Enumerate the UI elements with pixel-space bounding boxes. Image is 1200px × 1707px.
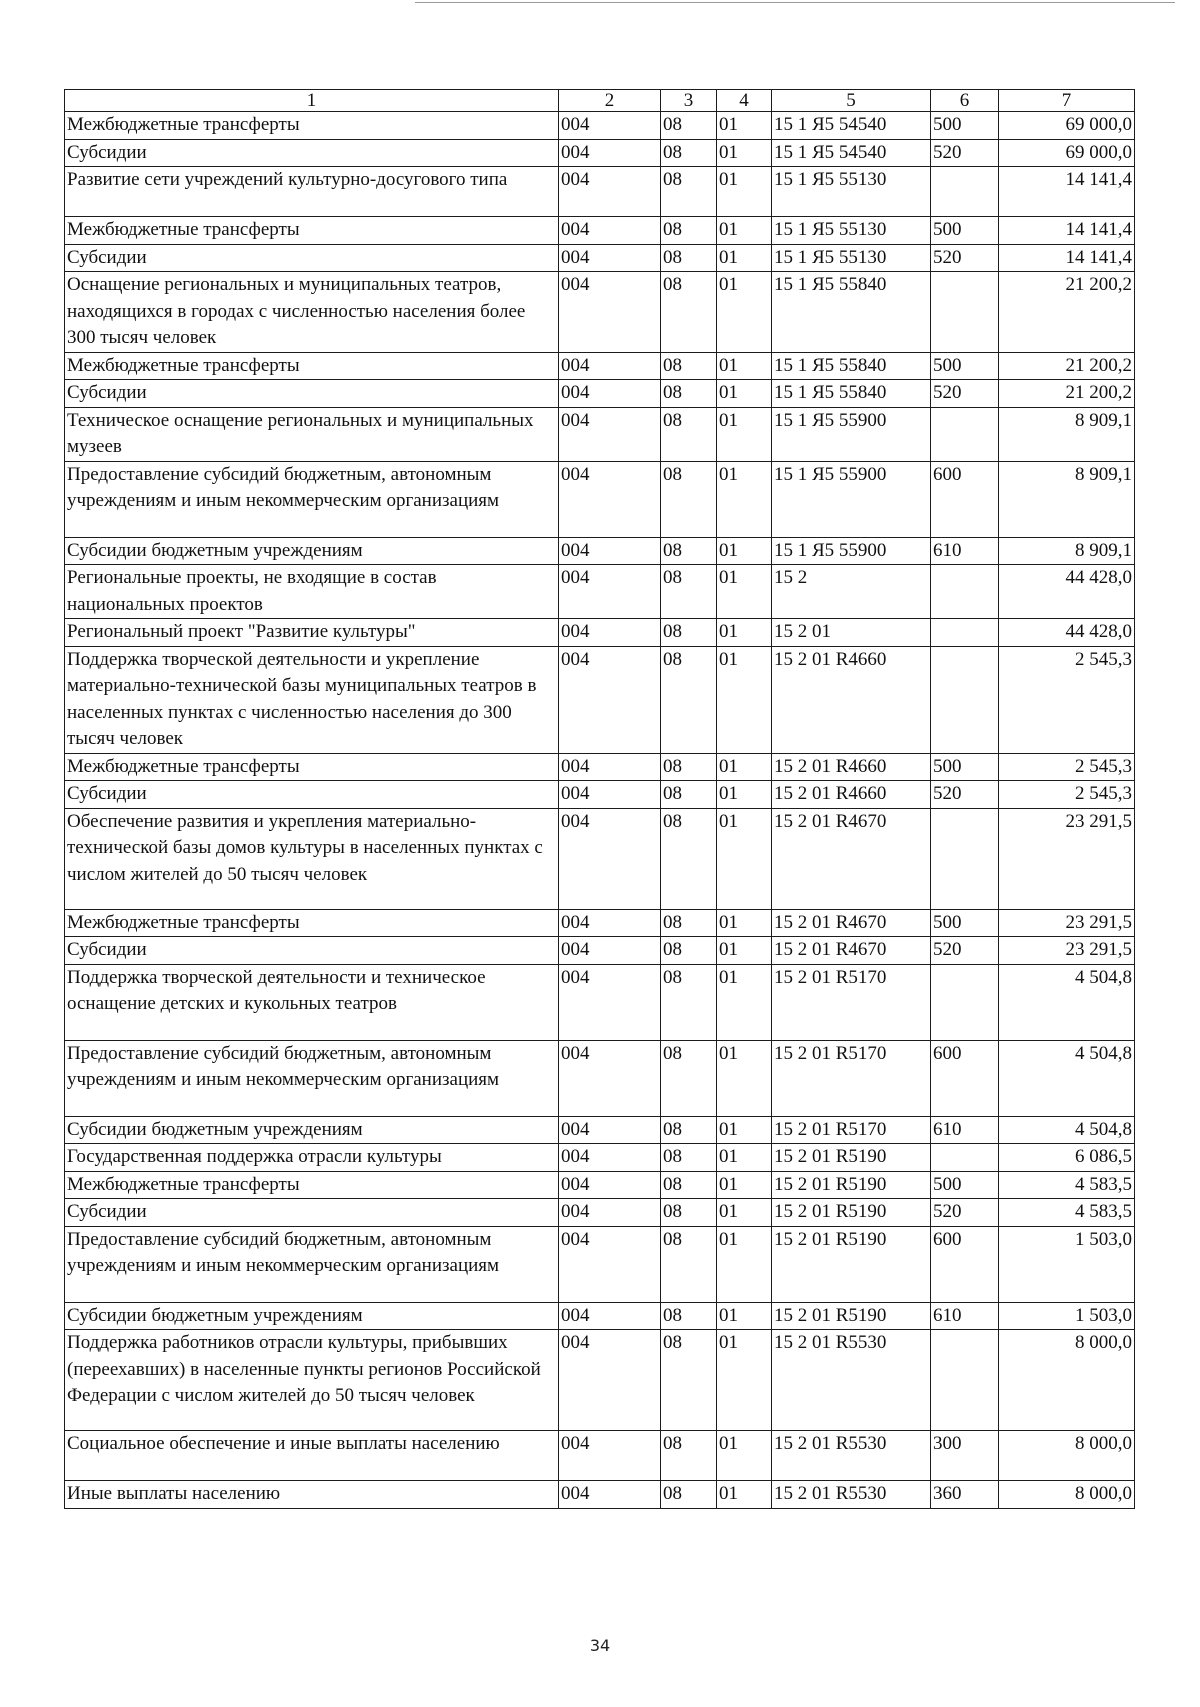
table-row [65,753,1135,781]
table-row [65,1144,1135,1172]
header-cell-7: 7 [999,90,1135,112]
cell-subsection: 01 [717,1431,772,1481]
cell-type [931,407,999,461]
cell-section: 08 [661,1144,717,1172]
cell-target: 15 2 01 R5170 [772,964,931,1040]
cell-section: 08 [661,909,717,937]
cell-code: 004 [559,1330,661,1431]
cell-target: 15 2 01 R4670 [772,937,931,965]
cell-amount: 44 428,0 [999,565,1135,619]
cell-type: 520 [931,937,999,965]
cell-subsection: 01 [717,112,772,140]
page-number: 34 [589,1636,611,1655]
cell-section: 08 [661,112,717,140]
cell-section: 08 [661,244,717,272]
table-row [65,217,1135,245]
cell-target: 15 2 01 R4670 [772,909,931,937]
cell-type: 300 [931,1431,999,1481]
cell-amount: 14 141,4 [999,244,1135,272]
table-row [65,781,1135,809]
cell-code: 004 [559,808,661,909]
cell-code: 004 [559,167,661,217]
cell-name: Региональный проект "Развитие культуры" [65,619,559,647]
header-cell-1: 1 [65,90,559,112]
table-row [65,112,1135,140]
header-cell-5: 5 [772,90,931,112]
cell-target: 15 1 Я5 55130 [772,217,931,245]
table-row [65,167,1135,217]
cell-type: 500 [931,753,999,781]
table-row [65,1116,1135,1144]
cell-name: Межбюджетные трансферты [65,352,559,380]
budget-table [64,89,1135,1509]
cell-section: 08 [661,964,717,1040]
cell-code: 004 [559,1226,661,1302]
cell-type: 600 [931,1040,999,1116]
cell-section: 08 [661,407,717,461]
cell-amount: 4 504,8 [999,1040,1135,1116]
cell-target: 15 1 Я5 55130 [772,167,931,217]
cell-type [931,646,999,753]
cell-amount: 1 503,0 [999,1226,1135,1302]
cell-name: Поддержка творческой деятельности и техническое оснащение детских и кукольных театров [65,964,559,1040]
cell-subsection: 01 [717,537,772,565]
cell-type: 520 [931,1199,999,1227]
cell-amount: 2 545,3 [999,753,1135,781]
cell-subsection: 01 [717,565,772,619]
cell-amount: 21 200,2 [999,380,1135,408]
cell-name: Межбюджетные трансферты [65,753,559,781]
table-row [65,139,1135,167]
cell-type: 520 [931,781,999,809]
table-row [65,1040,1135,1116]
cell-subsection: 01 [717,380,772,408]
cell-type [931,565,999,619]
cell-section: 08 [661,352,717,380]
cell-subsection: 01 [717,167,772,217]
cell-code: 004 [559,461,661,537]
cell-amount: 23 291,5 [999,909,1135,937]
cell-code: 004 [559,1144,661,1172]
cell-code: 004 [559,619,661,647]
cell-target: 15 2 01 R5530 [772,1431,931,1481]
cell-name: Межбюджетные трансферты [65,217,559,245]
cell-code: 004 [559,937,661,965]
cell-code: 004 [559,753,661,781]
cell-subsection: 01 [717,1226,772,1302]
cell-target: 15 2 01 R5190 [772,1171,931,1199]
cell-name: Социальное обеспечение и иные выплаты населению [65,1431,559,1481]
cell-amount: 8 909,1 [999,537,1135,565]
cell-name: Государственная поддержка отрасли культуры [65,1144,559,1172]
cell-subsection: 01 [717,1481,772,1509]
cell-section: 08 [661,1330,717,1431]
cell-code: 004 [559,781,661,809]
cell-section: 08 [661,1302,717,1330]
cell-type [931,1144,999,1172]
table-row [65,461,1135,537]
cell-subsection: 01 [717,272,772,353]
cell-subsection: 01 [717,781,772,809]
cell-section: 08 [661,781,717,809]
header-cell-2: 2 [559,90,661,112]
cell-type: 610 [931,537,999,565]
cell-subsection: 01 [717,352,772,380]
cell-name: Региональные проекты, не входящие в состав национальных проектов [65,565,559,619]
cell-section: 08 [661,380,717,408]
table-row [65,380,1135,408]
cell-name: Субсидии бюджетным учреждениям [65,1116,559,1144]
cell-target: 15 2 01 R4660 [772,646,931,753]
top-rule [415,2,1175,3]
table-row [65,1302,1135,1330]
cell-amount: 69 000,0 [999,139,1135,167]
cell-target: 15 1 Я5 55840 [772,380,931,408]
table-row [65,1199,1135,1227]
cell-name: Субсидии [65,380,559,408]
cell-amount: 44 428,0 [999,619,1135,647]
cell-subsection: 01 [717,1199,772,1227]
cell-type [931,964,999,1040]
cell-subsection: 01 [717,1144,772,1172]
cell-section: 08 [661,1226,717,1302]
cell-amount: 8 000,0 [999,1330,1135,1431]
cell-subsection: 01 [717,646,772,753]
table-row [65,244,1135,272]
cell-name: Развитие сети учреждений культурно-досугового типа [65,167,559,217]
table-row [65,808,1135,909]
cell-amount: 14 141,4 [999,167,1135,217]
cell-subsection: 01 [717,217,772,245]
table-row [65,964,1135,1040]
table-row [65,1171,1135,1199]
cell-section: 08 [661,937,717,965]
cell-subsection: 01 [717,1040,772,1116]
cell-target: 15 2 01 R4660 [772,781,931,809]
cell-subsection: 01 [717,407,772,461]
cell-section: 08 [661,167,717,217]
cell-amount: 69 000,0 [999,112,1135,140]
cell-code: 004 [559,407,661,461]
table-row [65,1330,1135,1431]
table-header-row [65,90,1135,112]
cell-amount: 8 000,0 [999,1481,1135,1509]
cell-code: 004 [559,139,661,167]
cell-type [931,1330,999,1431]
cell-code: 004 [559,1199,661,1227]
cell-amount: 2 545,3 [999,646,1135,753]
cell-amount: 4 504,8 [999,1116,1135,1144]
cell-section: 08 [661,217,717,245]
table-row [65,1481,1135,1509]
cell-code: 004 [559,909,661,937]
cell-type: 500 [931,352,999,380]
cell-name: Межбюджетные трансферты [65,1171,559,1199]
cell-section: 08 [661,753,717,781]
cell-section: 08 [661,1116,717,1144]
cell-name: Субсидии бюджетным учреждениям [65,1302,559,1330]
cell-type [931,619,999,647]
cell-name: Субсидии бюджетным учреждениям [65,537,559,565]
cell-amount: 21 200,2 [999,352,1135,380]
header-cell-3: 3 [661,90,717,112]
cell-code: 004 [559,272,661,353]
cell-target: 15 1 Я5 55840 [772,272,931,353]
cell-target: 15 1 Я5 55900 [772,461,931,537]
cell-name: Обеспечение развития и укрепления материально-технической базы домов культуры в населенных пунктах с числом жителей до 50 тысяч человек [65,808,559,909]
cell-subsection: 01 [717,461,772,537]
table-row [65,909,1135,937]
cell-type: 520 [931,139,999,167]
cell-subsection: 01 [717,1171,772,1199]
cell-name: Предоставление субсидий бюджетным, автономным учреждениям и иным некоммерческим организациям [65,1226,559,1302]
cell-section: 08 [661,1171,717,1199]
cell-type [931,167,999,217]
cell-name: Межбюджетные трансферты [65,909,559,937]
cell-target: 15 2 [772,565,931,619]
cell-target: 15 2 01 R4670 [772,808,931,909]
cell-subsection: 01 [717,139,772,167]
table-row [65,1226,1135,1302]
cell-target: 15 2 01 R5190 [772,1226,931,1302]
cell-target: 15 2 01 [772,619,931,647]
table-row [65,619,1135,647]
table-row [65,565,1135,619]
cell-target: 15 2 01 R5170 [772,1040,931,1116]
cell-section: 08 [661,808,717,909]
cell-amount: 2 545,3 [999,781,1135,809]
cell-amount: 4 583,5 [999,1199,1135,1227]
cell-section: 08 [661,1199,717,1227]
cell-subsection: 01 [717,909,772,937]
cell-name: Межбюджетные трансферты [65,112,559,140]
cell-code: 004 [559,352,661,380]
cell-code: 004 [559,565,661,619]
cell-subsection: 01 [717,964,772,1040]
cell-target: 15 1 Я5 55900 [772,537,931,565]
cell-name: Поддержка работников отрасли культуры, прибывших (переехавших) в населенные пункты регионов Российской Федерации с числом жителей до 50 тысяч человек [65,1330,559,1431]
table-row [65,272,1135,353]
cell-code: 004 [559,1171,661,1199]
cell-subsection: 01 [717,1330,772,1431]
cell-section: 08 [661,1481,717,1509]
cell-code: 004 [559,1481,661,1509]
cell-section: 08 [661,1040,717,1116]
cell-section: 08 [661,619,717,647]
cell-amount: 21 200,2 [999,272,1135,353]
cell-section: 08 [661,646,717,753]
cell-subsection: 01 [717,244,772,272]
table-row [65,537,1135,565]
cell-type: 600 [931,461,999,537]
cell-code: 004 [559,537,661,565]
cell-section: 08 [661,139,717,167]
table-row [65,646,1135,753]
cell-target: 15 2 01 R5170 [772,1116,931,1144]
cell-type: 610 [931,1302,999,1330]
cell-subsection: 01 [717,808,772,909]
cell-type [931,272,999,353]
cell-section: 08 [661,272,717,353]
cell-target: 15 1 Я5 54540 [772,139,931,167]
cell-code: 004 [559,217,661,245]
cell-name: Субсидии [65,1199,559,1227]
cell-section: 08 [661,537,717,565]
cell-amount: 23 291,5 [999,937,1135,965]
cell-target: 15 2 01 R5190 [772,1144,931,1172]
cell-target: 15 2 01 R4660 [772,753,931,781]
cell-name: Предоставление субсидий бюджетным, автономным учреждениям и иным некоммерческим организациям [65,1040,559,1116]
cell-section: 08 [661,461,717,537]
cell-type: 500 [931,112,999,140]
cell-target: 15 2 01 R5530 [772,1330,931,1431]
cell-name: Предоставление субсидий бюджетным, автономным учреждениям и иным некоммерческим организациям [65,461,559,537]
cell-amount: 23 291,5 [999,808,1135,909]
cell-type [931,808,999,909]
cell-target: 15 1 Я5 54540 [772,112,931,140]
cell-section: 08 [661,565,717,619]
cell-amount: 8 000,0 [999,1431,1135,1481]
cell-section: 08 [661,1431,717,1481]
cell-target: 15 1 Я5 55840 [772,352,931,380]
cell-target: 15 1 Я5 55130 [772,244,931,272]
cell-name: Техническое оснащение региональных и муниципальных музеев [65,407,559,461]
cell-type: 520 [931,380,999,408]
cell-name: Оснащение региональных и муниципальных театров, находящихся в городах с численностью населения более 300 тысяч человек [65,272,559,353]
cell-target: 15 2 01 R5530 [772,1481,931,1509]
cell-amount: 8 909,1 [999,407,1135,461]
cell-amount: 1 503,0 [999,1302,1135,1330]
cell-type: 520 [931,244,999,272]
cell-subsection: 01 [717,1302,772,1330]
cell-code: 004 [559,1302,661,1330]
cell-amount: 4 583,5 [999,1171,1135,1199]
cell-code: 004 [559,1431,661,1481]
cell-target: 15 2 01 R5190 [772,1199,931,1227]
cell-code: 004 [559,244,661,272]
table-body [65,90,1135,1509]
cell-subsection: 01 [717,1116,772,1144]
cell-type: 500 [931,1171,999,1199]
cell-name: Субсидии [65,139,559,167]
cell-code: 004 [559,112,661,140]
cell-subsection: 01 [717,753,772,781]
cell-code: 004 [559,1040,661,1116]
cell-name: Поддержка творческой деятельности и укрепление материально-технической базы муниципальных театров в населенных пунктах с численностью населения до 300 тысяч человек [65,646,559,753]
cell-type: 360 [931,1481,999,1509]
cell-code: 004 [559,1116,661,1144]
table-row [65,352,1135,380]
cell-target: 15 1 Я5 55900 [772,407,931,461]
cell-code: 004 [559,964,661,1040]
header-cell-4: 4 [717,90,772,112]
table-row [65,407,1135,461]
cell-amount: 8 909,1 [999,461,1135,537]
cell-subsection: 01 [717,937,772,965]
table-row [65,937,1135,965]
cell-name: Субсидии [65,244,559,272]
cell-type: 600 [931,1226,999,1302]
cell-type: 500 [931,909,999,937]
cell-type: 610 [931,1116,999,1144]
cell-name: Субсидии [65,937,559,965]
cell-code: 004 [559,380,661,408]
cell-amount: 6 086,5 [999,1144,1135,1172]
header-cell-6: 6 [931,90,999,112]
cell-type: 500 [931,217,999,245]
cell-code: 004 [559,646,661,753]
cell-subsection: 01 [717,619,772,647]
cell-name: Субсидии [65,781,559,809]
cell-name: Иные выплаты населению [65,1481,559,1509]
table-row [65,1431,1135,1481]
cell-amount: 14 141,4 [999,217,1135,245]
cell-amount: 4 504,8 [999,964,1135,1040]
cell-target: 15 2 01 R5190 [772,1302,931,1330]
